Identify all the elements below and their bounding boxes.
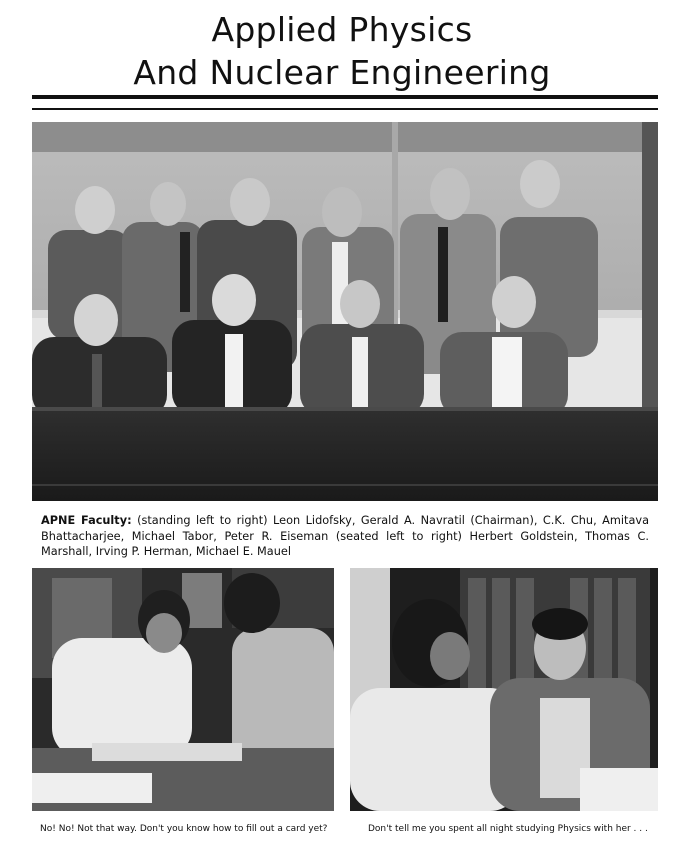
photo-caption-left: No! No! Not that way. Don't you know how to fill out a card yet? — [40, 824, 328, 834]
faculty-caption-text: (standing left to right) Leon Lidofsky, Gerald A. Navratil (Chairman), C.K. Chu, Amitava Bhattacharjee, Michael Tabor, Peter R. Eiseman (seated left to right) Herbert Goldstein, Thomas C. Marshall, Irving P. Herman, Michael E. Mauel — [41, 514, 649, 559]
header-rule-thin — [32, 108, 658, 110]
photo-caption-right: Don't tell me you spent all night studying Physics with her . . . — [368, 824, 648, 834]
card-desk-photo — [32, 568, 334, 811]
students-talking-photo — [350, 568, 658, 811]
faculty-group-photo — [32, 122, 658, 501]
page-title-line-1: Applied Physics — [211, 10, 473, 49]
faculty-caption-label: APNE Faculty: — [41, 514, 132, 527]
page-title-line-2: And Nuclear Engineering — [133, 53, 551, 92]
header-rule-thick — [32, 95, 658, 99]
faculty-caption — [41, 513, 649, 560]
